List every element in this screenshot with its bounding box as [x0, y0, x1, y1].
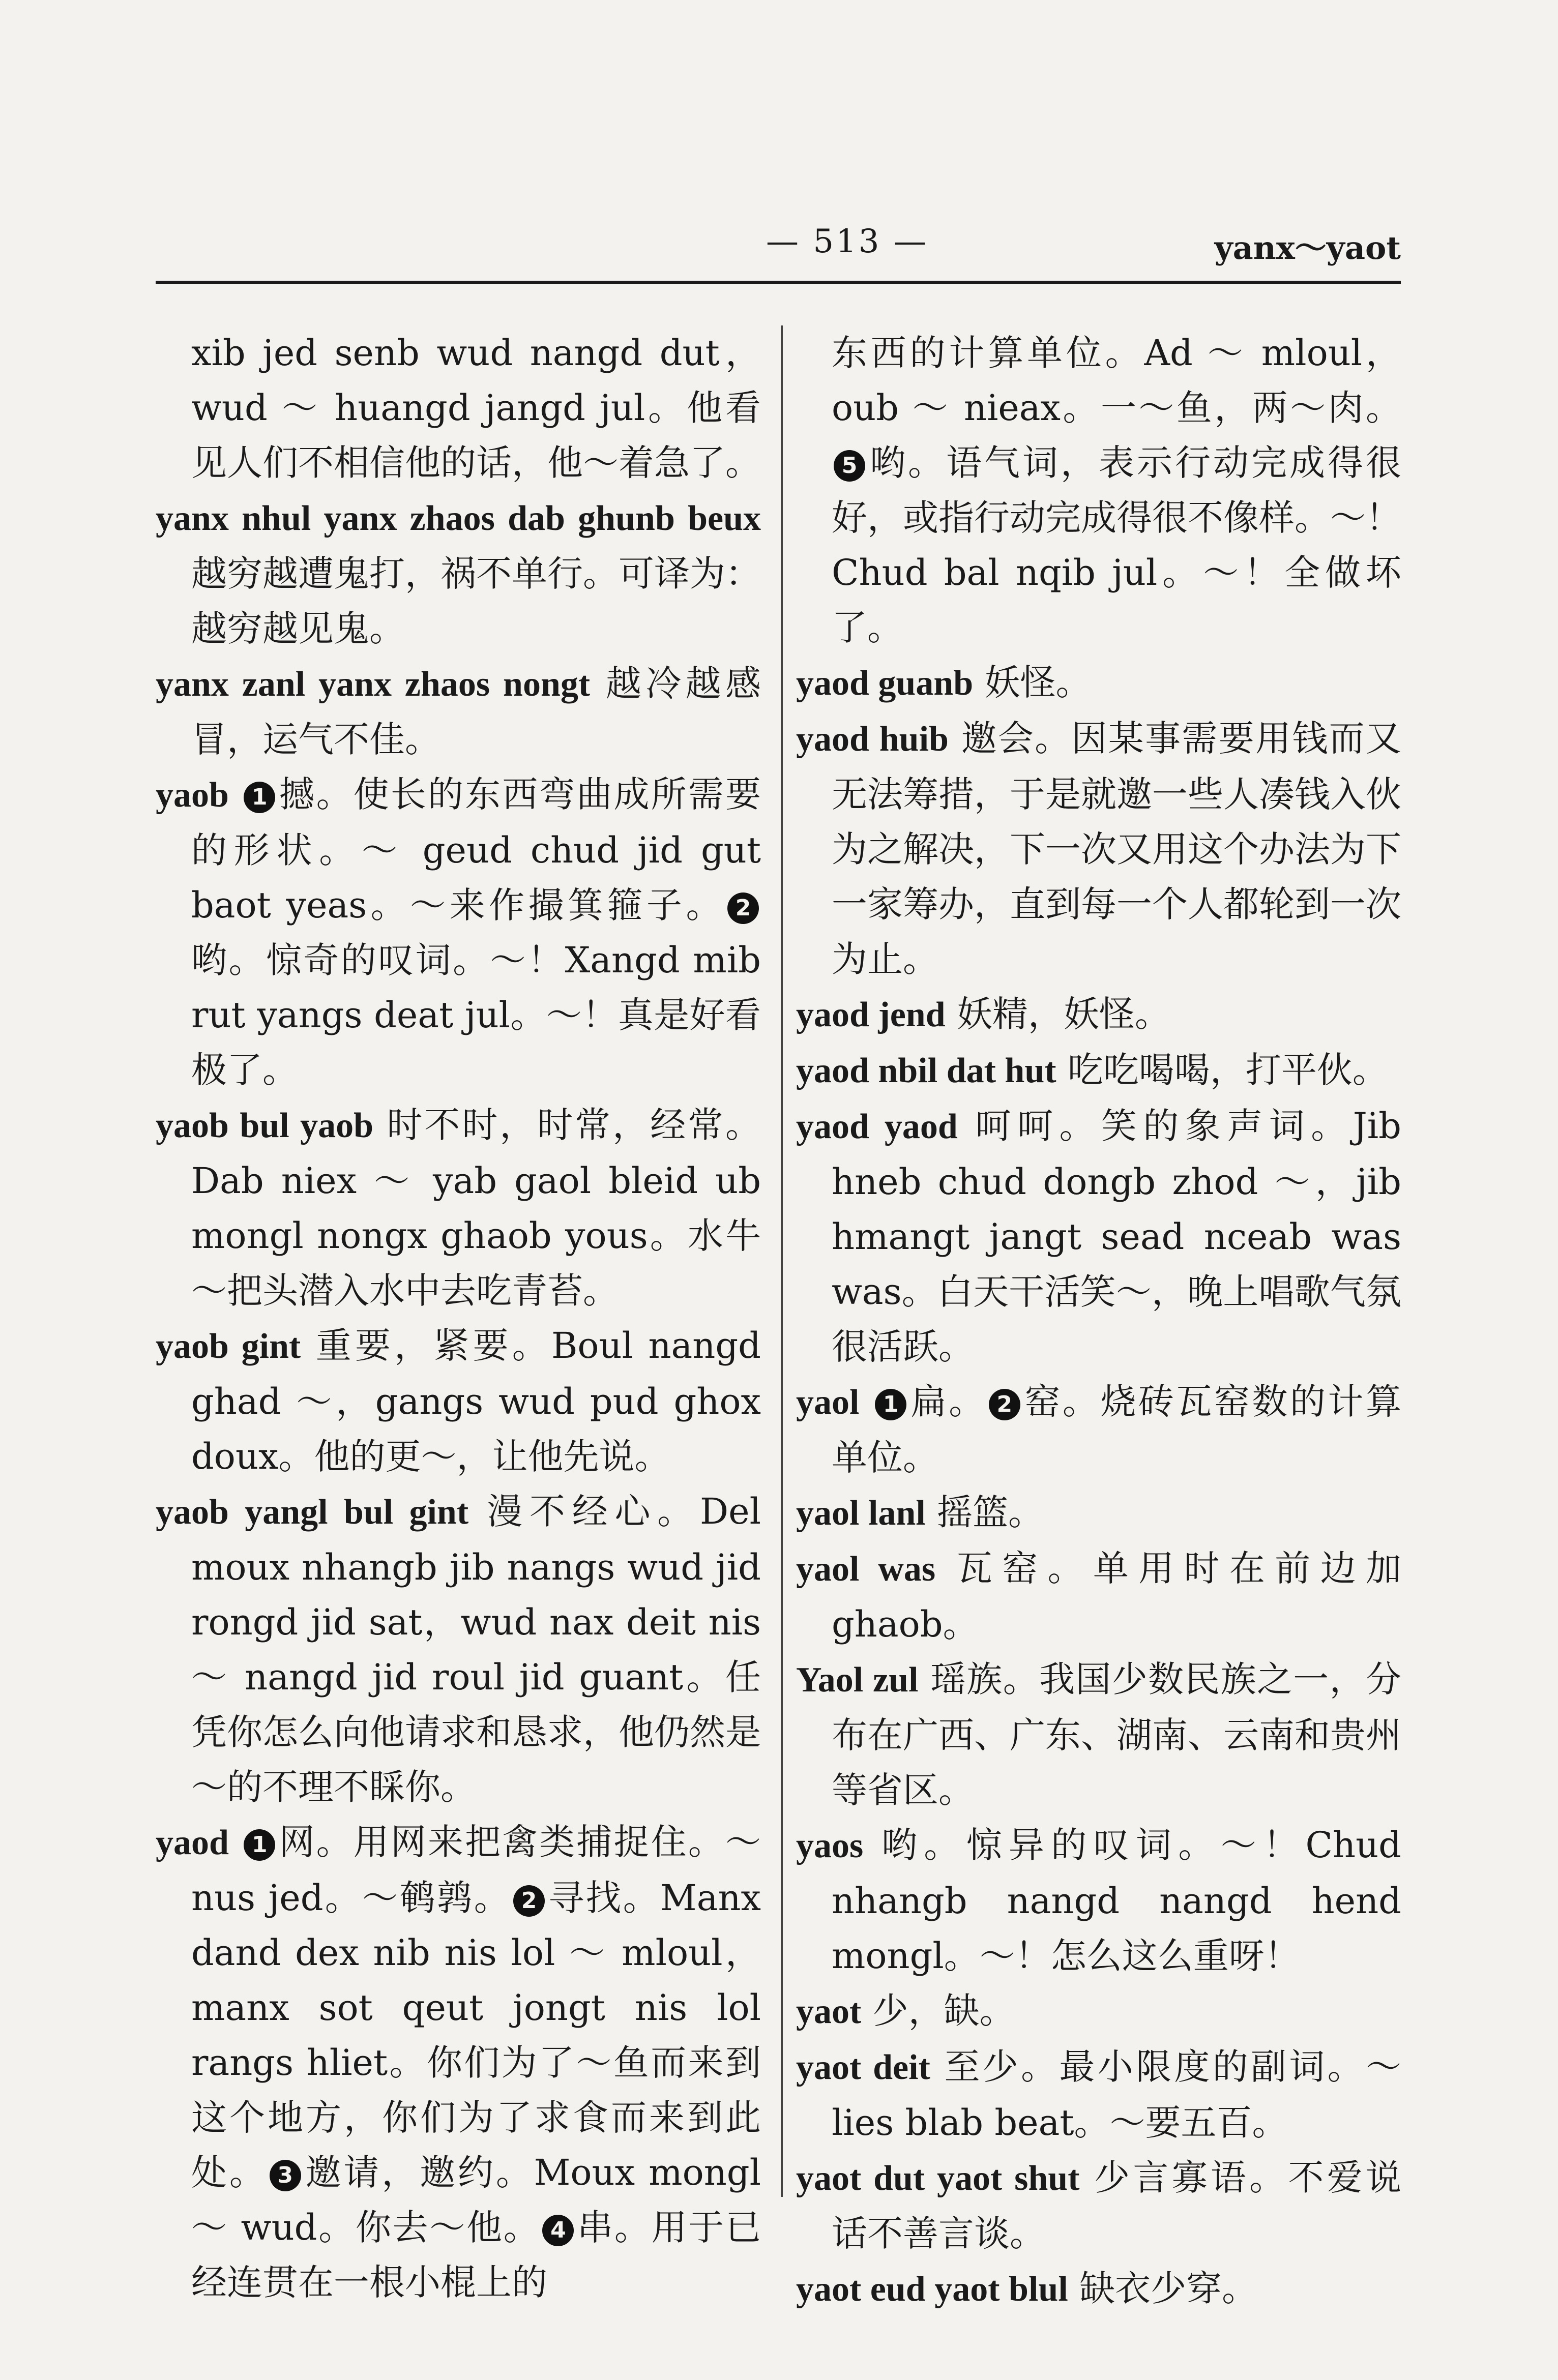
dictionary-entry — [796, 1485, 1401, 1541]
header-rule — [156, 281, 1401, 284]
dictionary-entry — [796, 655, 1401, 711]
entry-definition: 呵呵。笑的象声词。Jib hneb chud dongb zhod ～，jib hmangt jangt sead nceab was was。白天干活笑～，晚上唱歌气氛很活跃。 — [832, 1105, 1401, 1367]
dictionary-entry — [796, 1098, 1401, 1374]
entry-definition: 时不时，时常，经常。Dab niex ～ yab gaol bleid ub mongl nongx ghaob yous。水牛～把头潜入水中去吃青苔。 — [191, 1104, 761, 1312]
entry-definition: 少，缺。 — [872, 1990, 1015, 2032]
sense-number-icon: 5 — [834, 450, 865, 482]
entry-headword: yaot — [796, 1992, 862, 2031]
dictionary-entry — [796, 1652, 1401, 1818]
entry-headword: yaod — [156, 1823, 229, 1862]
entry-headword: yaod jend — [796, 995, 946, 1034]
entry-definition: 重要，紧要。Boul nangd ghad ～，gangs wud pud ghox doux。他的更～，让他先说。 — [191, 1325, 761, 1477]
page-number: — 513 — — [766, 223, 928, 260]
entry-headword: yanx nhul yanx zhaos dab ghunb beux — [156, 499, 761, 538]
entry-definition: 少言寡语。不爱说话不善言谈。 — [832, 2157, 1401, 2254]
entry-headword: yaob bul yaob — [156, 1106, 374, 1145]
dictionary-entry — [156, 1097, 761, 1318]
dictionary-entry — [796, 1818, 1401, 1983]
entry-definition: 摇篮。 — [937, 1492, 1044, 1533]
sense-number-icon: 1 — [244, 1829, 275, 1861]
entry-headword: yaot dut yaot shut — [796, 2159, 1080, 2198]
entry-headword: yanx zanl yanx zhaos nongt — [156, 665, 591, 704]
dictionary-entry — [156, 490, 761, 656]
dictionary-entry — [796, 2261, 1401, 2317]
dictionary-entry — [156, 325, 761, 490]
dictionary-entry — [796, 2039, 1401, 2150]
dictionary-entry — [796, 987, 1401, 1043]
sense-number-icon: 2 — [989, 1389, 1020, 1420]
entry-headword: yaod guanb — [796, 664, 974, 703]
entry-definition: 哟。惊异的叹词。～！Chud nhangb nangd nangd hend mongl。～！怎么这么重呀！ — [832, 1824, 1401, 1977]
entry-definition: 邀会。因某事需要用钱而又无法筹措，于是就邀一些人凑钱入伙为之解决，下一次又用这个办法为下一家筹办，直到每一个人都轮到一次为止。 — [832, 718, 1401, 980]
entry-definition: 瓦窑。单用时在前边加 ghaob。 — [832, 1548, 1401, 1645]
entry-definition: 窑。烧砖瓦窑数的计算单位。 — [832, 1381, 1401, 1478]
entry-definition: 越冷越感冒，运气不佳。 — [191, 663, 761, 760]
sense-number-icon: 3 — [270, 2160, 301, 2191]
running-head: yanx～yaot — [1214, 229, 1401, 266]
entry-headword: yaot eud yaot blul — [796, 2270, 1068, 2309]
entry-definition: 妖精，妖怪。 — [956, 993, 1170, 1035]
sense-number-icon: 1 — [875, 1389, 906, 1420]
entry-headword: yaob — [156, 776, 229, 815]
entry-definition: 哟。语气词，表示行动完成得很好，或指行动完成得很不像样。～！Chud bal nqib jul。～！全做坏了。 — [832, 442, 1401, 648]
entry-headword: yaot deit — [796, 2048, 930, 2087]
entry-definition: 缺衣少穿。 — [1079, 2268, 1258, 2309]
dictionary-entry — [156, 1814, 761, 2310]
entry-definition: 至少。最小限度的副词。～ lies blab beat。～要五百。 — [832, 2046, 1401, 2144]
entry-headword: yaod nbil dat hut — [796, 1051, 1056, 1090]
sense-number-icon: 2 — [727, 892, 759, 924]
entry-definition: 撼。使长的东西弯曲成所需要的形状。～ geud chud jid gut baot yeas。～来作撮箕箍子。 — [191, 774, 761, 926]
entry-definition: 扁。 — [908, 1381, 987, 1422]
entry-definition: 越穷越遭鬼打，祸不单行。可译为：越穷越见鬼。 — [191, 553, 761, 649]
column-divider — [781, 325, 783, 2197]
dictionary-entry — [156, 656, 761, 767]
entry-definition: 网。用网来把禽类捕捉住。～ nus jed。～鹌鹑。 — [191, 1821, 761, 1919]
entry-definition: 吃吃喝喝，打平伙。 — [1067, 1049, 1388, 1091]
dictionary-entry — [796, 1374, 1401, 1485]
right-column — [796, 325, 1401, 2317]
entry-headword: yaob yangl bul gint — [156, 1493, 469, 1532]
sense-number-icon: 2 — [513, 1885, 545, 1917]
dictionary-entry — [156, 1484, 761, 1814]
entry-headword: Yaol zul — [796, 1660, 919, 1700]
entry-definition: xib jed senb wud nangd dut，wud ～ huangd jangd jul。他看见人们不相信他的话，他～着急了。 — [191, 332, 761, 484]
dictionary-entry — [796, 1541, 1401, 1652]
dictionary-entry — [796, 711, 1401, 987]
entry-headword: yaol was — [796, 1550, 936, 1589]
page-header — [156, 214, 1401, 280]
entry-definition: 瑶族。我国少数民族之一，分布在广西、广东、湖南、云南和贵州等省区。 — [832, 1658, 1401, 1811]
sense-number-icon: 1 — [244, 782, 275, 813]
dictionary-entry — [156, 1318, 761, 1484]
entry-definition: 妖怪。 — [984, 662, 1092, 703]
dictionary-entry — [796, 1043, 1401, 1098]
entry-headword: yaod huib — [796, 720, 949, 759]
left-column — [156, 325, 761, 2310]
entry-definition: 漫不经心。Del moux nhangb jib nangs wud jid rongd jid sat，wud nax deit nis ～ nangd jid roul jid guant。任凭你怎么向他请求和恳求，他仍然是～的不理不睬你。 — [191, 1491, 761, 1808]
entry-definition: 串。用于已经连贯在一根小棍上的 — [191, 2207, 761, 2303]
entry-headword: yaob gint — [156, 1327, 301, 1366]
entry-headword: yaos — [796, 1826, 864, 1865]
dictionary-entry — [796, 2150, 1401, 2261]
entry-headword: yaol — [796, 1383, 860, 1422]
dictionary-entry — [156, 767, 761, 1097]
entry-definition: 邀请，邀约。Moux mongl ～ wud。你去～他。 — [191, 2152, 761, 2248]
entry-definition: 寻找。Manx dand dex nib nis lol ～ mloul，manx sot qeut jongt nis lol rangs hliet。你们为了～鱼而来到这个地方，你们为了求食而来到此处。 — [191, 1877, 761, 2193]
entry-headword: yaol lanl — [796, 1494, 926, 1533]
sense-number-icon: 4 — [542, 2215, 574, 2246]
entry-headword: yaod yaod — [796, 1107, 958, 1146]
entry-definition: 东西的计算单位。Ad ～ mloul，oub ～ nieax。一～鱼，两～肉。 — [832, 332, 1401, 429]
dictionary-entry — [796, 1983, 1401, 2039]
dictionary-entry — [796, 325, 1401, 655]
entry-definition: 哟。惊奇的叹词。～！Xangd mib rut yangs deat jul。～！真是好看极了。 — [191, 939, 761, 1091]
